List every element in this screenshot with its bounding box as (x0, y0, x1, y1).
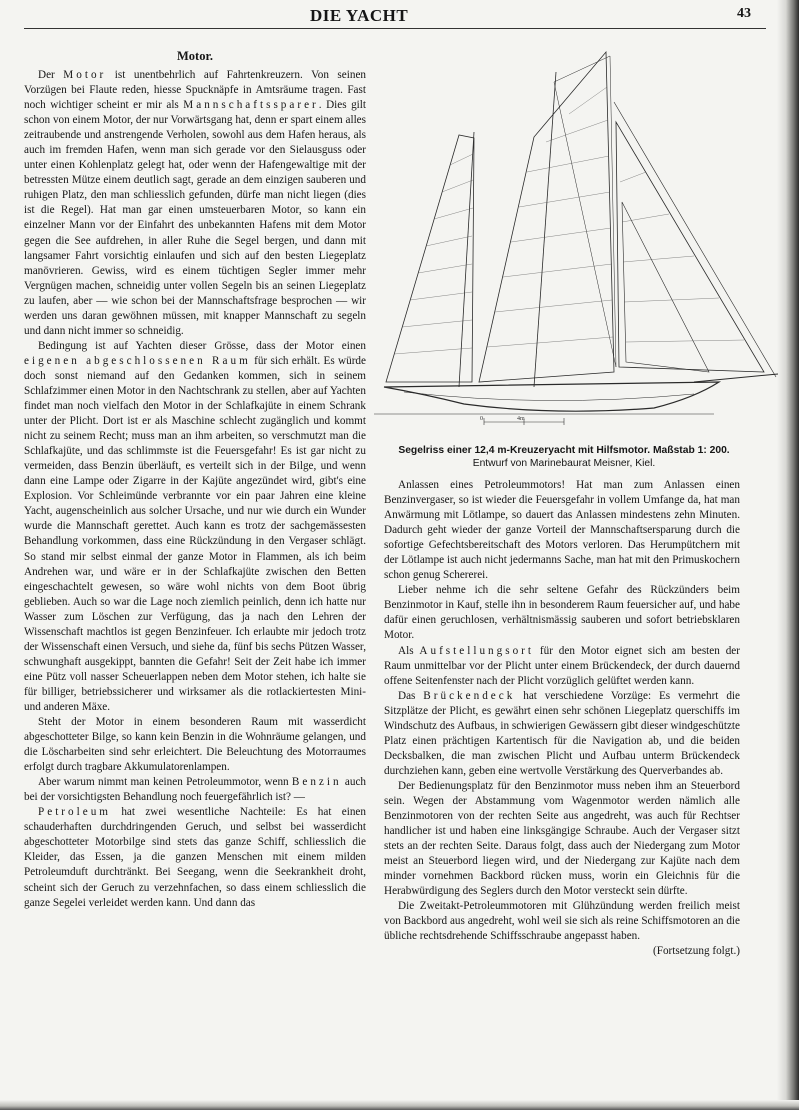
scan-bottom-shadow (0, 1100, 799, 1110)
article-paragraph: Das Brückendeck hat verschiedene Vorzüge: Es vermehrt die Sitzplätze der Plicht, es gewährt einen sehr schönen Liegeplatz querschiffs im Windschutz des Aufbaus, in schwierigen Gewässern gibt dieser windgeschützte Platz einen prächtigen Kartentisch für die Navigation ab, und die beiden Decksbalken, die man zwischen Plicht und Aufbau unterm Brückendeck durchziehen kann, geben eine wertvolle Verstärkung des Querverbandes ab. (384, 689, 740, 777)
left-column (24, 48, 366, 911)
article-paragraph: Aber warum nimmt man keinen Petroleummotor, wenn Benzin auch bei der vorsichtigsten Behandlung noch feuergefährlich ist? — (24, 776, 366, 804)
main-mast (534, 72, 556, 387)
left-column-body (24, 68, 366, 911)
article-title: Motor. (177, 49, 213, 63)
spaced-emphasis: Mannschaftssparer (183, 99, 319, 112)
scale-label-end: 4m (517, 416, 525, 422)
caption-line-2: Entwurf von Marinebaurat Meisner, Kiel. (472, 458, 656, 469)
header-rule (24, 28, 766, 29)
continuation-note: (Fortsetzung folgt.) (653, 945, 740, 958)
sail-plan-figure (364, 42, 782, 426)
running-title: DIE YACHT (310, 6, 409, 25)
mizzen-sail (386, 135, 474, 382)
scale-label-start: 0 (480, 416, 483, 422)
right-column (384, 478, 740, 960)
article-paragraph: Als Aufstellungsort für den Motor eignet sich am besten der Raum unmittelbar vor der Plicht unter einem Brückendeck, der durch dauernd offene Seitenfenster nach der Plicht vorzüglich gelüftet werden kann. (384, 644, 740, 687)
article-paragraph: Anlassen eines Petroleummotors! Hat man zum Anlassen einen Benzinvergaser, so ist wieder die Feuersgefahr in vollem Umfange da, hat man Anwärmung mit Lötlampe, so dauert das Anlassen mindestens zehn Minuten. Dadurch geht wieder der ganze Vorteil der Mannschaftsersparung durch die sofortige Gefechtsbereitschaft des Motors verloren. Das Herumpütchern mit der Lötlampe ist auch nicht jedermanns Sache, man hat mit den Primuskochern schon genug Schererei. (384, 479, 740, 582)
article-paragraph: Der Bedienungsplatz für den Benzinmotor muss neben ihm an Steuerbord sein. Wegen der Abstammung vom Wagenmotor werden nämlich alle Benzinmotoren von der rechten Seite aus angedreht, was auch für Rechtser handlicher ist und haben eine linksgängige Schraube. Auch der Vergaser sitzt stets an der rechten Seite. Daraus folgt, dass auch der Niedergang zum Motor meist an Steuerbord liegen wird, und der Niedergang zur Kajüte nach dem minder vornehmen Backbord rücken muss, worin ein Gleichnis für die Herabwürdigung des Seglers durch den Motor versteckt sein dürfte. (384, 779, 740, 898)
caption-line-1: Segelriss einer 12,4 m-Kreuzeryacht mit Hilfsmotor. Maßstab 1: 200. (398, 445, 730, 456)
spaced-emphasis: eigenen abgeschlossenen Raum (24, 354, 251, 367)
figure-caption (384, 444, 744, 470)
article-paragraph: Bedingung ist auf Yachten dieser Grösse, dass der Motor einen eigenen abgeschlossenen Raum für sich erhält. Es würde doch sonst niemand auf den Gedanken kommen, sich in seinem Schlafzimmer einen Motor in den Nachtschrank zu stellen, aber auf Yachten findet man noch vielfach den Motor in der Schlafkajüte in einem Schrank unter der Plicht. Dort ist er als Maschine schlecht zugänglich und kommt nicht zu seinem Recht; muss man an ihm arbeiten, so verschmutzt man die Schlafkajüte, und das schlimmste ist die Feuersgefahr! Es ist gar nicht zu vermeiden, dass Benzin überläuft, es verteilt sich in der Bilge, und wenn dann eine Lampe oder Zigarre in der Kajüte angezündet wird, gibt's eine Explosion. Vor Schleimünde verbrannte vor ein paar Jahren eine kleine Yacht, augenscheinlich aus solcher Ursache, und nur wie durch ein Wunder wurde die Mannschaft gerettet. Auch kann es trotz der sachgemässesten Behandlung vorkommen, dass eine Rückzündung in den Vergaser schlägt. So stand mir selbst einmal der ganze Motor in Flammen, als ich beim Andrehen war, und wäre er in der Schlafkajüte zwischen den Betten eingeschachtelt gewesen, so wäre wohl nichts von dem Boot übrig geblieben. Auch so war die Lage noch ziemlich peinlich, denn ich hatte nur Wasser zum Löschen zur Verfügung, das ja nach den Lehren der Wissenschaft machtlos ist gegen Benzinfeuer. Ich erlaubte mir jedoch trotz der Wissenschaft einen Versuch, und siehe da, fünf bis sechs Pützen Wasser, schwunghaft ausgekippt, bannten die Gefahr! Seit der Zeit habe ich immer eine Pütz voll nasser Scheuerlappen neben dem Motor stehen, ich halte sie für billiger, betriebssicherer und wirksamer als die rotlackiertesten Mini- und anderen Mäxe. (24, 339, 366, 713)
spaced-emphasis: Petroleum (38, 806, 111, 819)
right-column-body (384, 478, 740, 958)
page-number: 43 (737, 6, 751, 21)
spaced-emphasis: Benzin (291, 776, 342, 789)
article-paragraph: Lieber nehme ich die sehr seltene Gefahr des Rückzünders beim Benzinmotor in Kauf, stelle ihn in besonderem Raum feuersicher auf, und habe dafür einen geruchlosen, verhältnismässig sauberen und sofort betriebsklaren Motor. (384, 584, 740, 642)
main-sail (479, 52, 614, 382)
hull (384, 382, 719, 411)
spaced-emphasis: Motor (63, 69, 107, 81)
article-paragraph: Steht der Motor in einem besonderen Raum mit wasserdicht abgeschotteter Bilge, so kann kein Benzin in die Wohnräume gelangen, und die Löscharbeiten sind sehr erleichtert. Die Beleuchtung des Motorraumes erfolgt durch tragbare Akkumulatorenlampen. (24, 716, 366, 774)
article-paragraph: Die Zweitakt-Petroleummotoren mit Glühzündung werden freilich meist von Backbord aus angedreht, wohl weil sie sich als reine Schiffsmotoren an die übliche rechtsdrehende Schiffsschraube angepasst haben. (Fortsetzung folgt.) (384, 899, 740, 944)
spaced-emphasis: Aufstellungsort (419, 644, 535, 657)
article-paragraph: Petroleum hat zwei wesentliche Nachteile: Es hat einen schauderhaften durchdringenden Geruch, und selbst bei wasserdicht abgeschotteter Motorbilge sind stets das ganze Schiff, schliesslich die Kleider, das Essen, ja die ganzen Menschen mit einem milden Petroleumduft durchtränkt. Bei Seegang, wenn die Seekrankheit droht, scheint sich der Geruch zu verzehnfachen, so dass einem schliesslich die ganze Segelei verleidet werden kann. Und dann das (24, 806, 366, 909)
spaced-emphasis: Brückendeck (423, 689, 516, 702)
article-paragraph: Der Motor ist unentbehrlich auf Fahrtenkreuzern. Von seinen Vorzügen bei Flaute reden, hiesse Spucknäpfe in Amtsräume tragen. Fast noch wichtiger scheint er mir als Mannschaftssparer. Dies gilt schon von einem Motor, der nur Vorwärtsgang hat, denn er spart einem alles zeitraubende und anstrengende Verholen, sowohl aus dem Hafen heraus, als auch im fremden Hafen, wenn man sich gerade vor den Sielausguss oder unter einen Kohlenplatz gelegt hat, oder wenn der Hafengewaltige mit der betressten Mütze einem deutlich sagt, gerade an dem einzigen sauberen und ruhigen Platz, den man schliesslich gefunden, dürfe man nicht liegen (dies ist die Regel). Hat man gar einen umsteuerbaren Motor, so kann ein einzelner Mann vor der Einfahrt des unbekannten Hafens mit dem Motor gegen die See aufdrehen, in aller Ruhe die Segel bergen, und dann mit langsamer Fahrt vorsichtig einlaufen und sich auf den besten Liegeplatz manövrieren. Gewiss, wird es einem tüchtigen Segler immer mehr Vergnügen machen, schneidig unter vollen Segeln bis an seinen Liegeplatz zu laufen, aber — wie schon bei der Mannschaftsfrage besprochen — wir werden uns daran gewöhnen müssen, mit knapper Mannschaft zu segeln und dann nicht immer so schneidig. (24, 69, 366, 337)
sail-plan-drawing (364, 42, 782, 426)
